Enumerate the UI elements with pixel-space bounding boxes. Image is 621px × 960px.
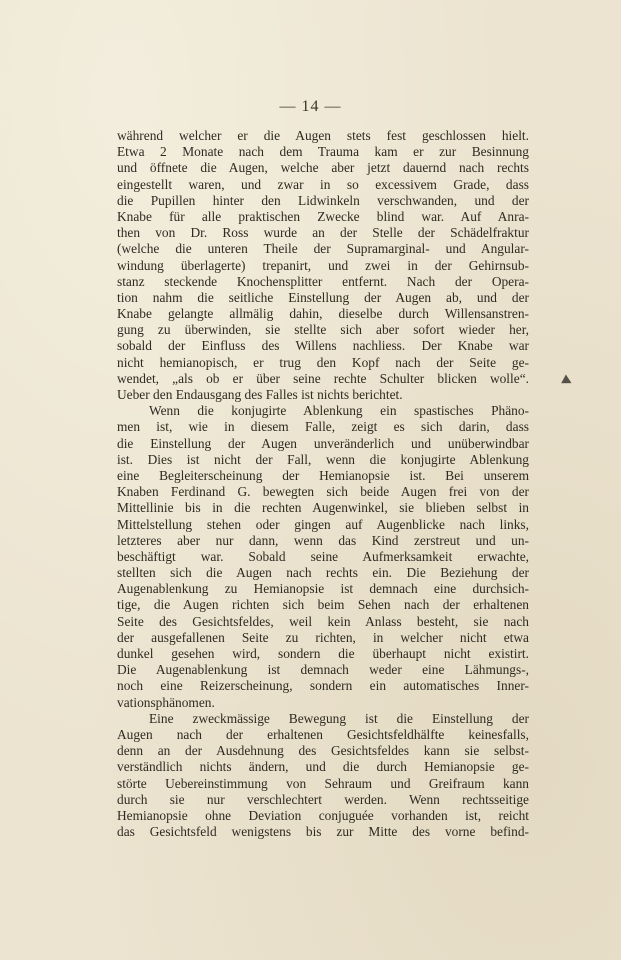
text-line: verständlich nichts ändern, und die durch Hemianopsie ge- [117, 759, 529, 775]
text-line: die Einstellung der Augen unveränderlich und unüberwindbar [117, 435, 529, 451]
text-line: windung überlagerte) trepanirt, und zwei in der Gehirnsub- [117, 257, 529, 273]
text-line: noch eine Reizerscheinung, sondern ein automatisches Inner- [117, 678, 529, 694]
text-line: Eine zweckmässige Bewegung ist die Einstellung der [149, 710, 529, 726]
text-line: Augenablenkung zu Hemianopsie ist demnach eine durchsich- [117, 581, 529, 597]
text-line: die Pupillen hinter den Lidwinkeln verschwanden, und der [117, 192, 529, 208]
text-line: eine Begleiterscheinung der Hemianopsie ist. Bei unserem [117, 467, 529, 483]
text-line: der ausgefallenen Seite zu richten, in welcher nicht etwa [117, 629, 529, 645]
text-line: ist. Dies ist nicht der Fall, wenn die konjugirte Ablenkung [117, 451, 529, 467]
text-line: störte Uebereinstimmung von Sehraum und Greifraum kann [117, 775, 529, 791]
text-line: Wenn die konjugirte Ablenkung ein spastisches Phäno- [149, 403, 529, 419]
text-line: das Gesichtsfeld wenigstens bis zur Mitte des vorne befind- [117, 824, 529, 840]
text-line: tion nahm die seitliche Einstellung der Augen ab, und der [117, 289, 529, 305]
text-line: denn an der Ausdehnung des Gesichtsfeldes kann sie selbst- [117, 743, 529, 759]
text-line: Ueber den Endausgang des Falles ist nichts berichtet. [117, 387, 403, 402]
text-line: Knabe gelangte allmälig dahin, dieselbe durch Willensanstren- [117, 306, 529, 322]
text-line: nicht hemianopisch, er trug den Kopf nach der Seite ge- [117, 354, 529, 370]
text-line: Die Augenablenkung ist demnach weder eine Lähmungs-, [117, 662, 529, 678]
text-line: eingestellt waren, und zwar in so excessivem Grade, dass [117, 176, 529, 192]
text-line: Augen nach der erhaltenen Gesichtsfeldhälfte keinesfalls, [117, 726, 529, 742]
text-line: Mittelstellung stehen oder gingen auf Augenblicke nach links, [117, 516, 529, 532]
text-line: Etwa 2 Monate nach dem Trauma kam er zur Besinnung [117, 144, 529, 160]
text-line: gung zu überwinden, sie stellte sich aber sofort wieder her, [117, 322, 529, 338]
text-line: wendet, „als ob er über seine rechte Schulter blicken wolle“. [117, 370, 529, 386]
body-text [117, 128, 529, 840]
text-line: Knaben Ferdinand G. bewegten sich beide Augen frei von der [117, 484, 529, 500]
text-line: Seite des Gesichtsfeldes, weil kein Anlass besteht, sie nach [117, 613, 529, 629]
text-line: letzteres aber nur dann, wenn das Kind zerstreut und un- [117, 532, 529, 548]
text-line: Hemianopsie ohne Deviation conjuguée vorhanden ist, reicht [117, 807, 529, 823]
text-line: men ist, wie in diesem Falle, zeigt es sich darin, dass [117, 419, 529, 435]
text-line: Mittellinie bis in die rechten Augenwinkel, sie blieben selbst in [117, 500, 529, 516]
text-line: während welcher er die Augen stets fest geschlossen hielt. [117, 128, 529, 143]
text-line: stanz steckende Knochensplitter entfernt. Nach der Opera- [117, 273, 529, 289]
text-line: stellten sich die Augen nach rechts ein. Die Beziehung der [117, 565, 529, 581]
text-line: Knabe für alle praktischen Zwecke blind war. Auf Anra- [117, 208, 529, 224]
text-line: tige, die Augen richten sich beim Sehen nach der erhaltenen [117, 597, 529, 613]
text-line: sobald der Einfluss des Willens nachliess. Der Knabe war [117, 338, 529, 354]
text-line: durch sie nur verschlechtert werden. Wenn rechtsseitige [117, 791, 529, 807]
text-line: dunkel gesehen wird, sondern die überhaupt nicht existirt. [117, 646, 529, 661]
text-line: und öffnete die Augen, welche aber jetzt dauernd nach rechts [117, 160, 529, 176]
text-line: beschäftigt war. Sobald seine Aufmerksamkeit erwachte, [117, 548, 529, 564]
text-line: vationsphänomen. [117, 694, 215, 710]
text-line: (welche die unteren Theile der Supramarginal- und Angular- [117, 241, 529, 257]
text-line: then von Dr. Ross wurde an der Stelle der Schädelfraktur [117, 225, 529, 241]
page-number: — 14 — [279, 98, 342, 115]
margin-pointer-mark [561, 374, 574, 387]
